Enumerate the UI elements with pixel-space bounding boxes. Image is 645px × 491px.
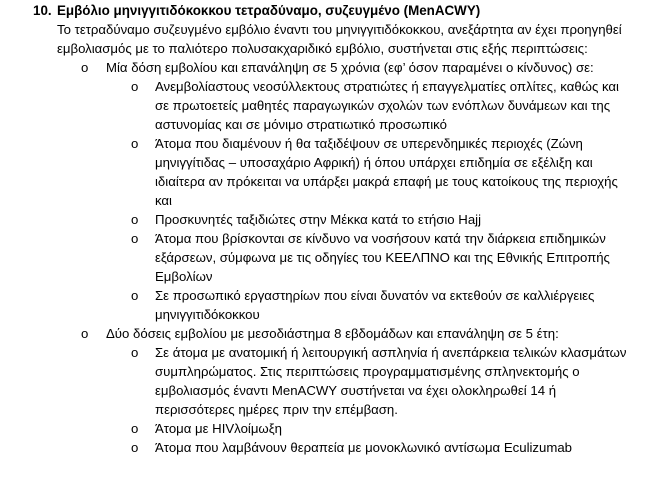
sub-list [106, 77, 635, 324]
circle-bullet-icon: o [131, 212, 139, 227]
circle-bullet-icon: o [131, 288, 139, 303]
section-title: Εμβόλιο μηνιγγιτιδόκοκκου τετραδύναμο, συζευγμένο (MenACWY) [57, 3, 481, 18]
sub-list-item [131, 210, 635, 229]
sub-list-item [131, 286, 635, 324]
circle-bullet-icon: o [131, 79, 139, 94]
circle-bullet-icon: o [131, 231, 139, 246]
sub-list-item [131, 419, 635, 438]
sub-list [106, 343, 635, 457]
sub-list-item [131, 438, 635, 457]
list-item-two-doses [0, 324, 635, 457]
circle-bullet-icon: o [81, 326, 89, 341]
sub-list-item [131, 343, 635, 419]
recommendation-list [0, 58, 645, 457]
sub-list-item-text: Σε προσωπικό εργαστηρίων που είναι δυνατόν να εκτεθούν σε καλλιέργειες μηνιγγιτιδόκοκκου [155, 288, 595, 322]
sub-list-item-text: Άτομα που λαμβάνουν θεραπεία με μονοκλωνικό αντίσωμα Eculizumab [155, 440, 573, 455]
sub-list-item-text: Άτομα που διαμένουν ή θα ταξιδέψουν σε υπερενδημικές περιοχές (Ζώνη μηνιγγίτιδας – υποσαχάριο Αφρική) ή όπου υπάρχει επιδημία σε εξέλιξη και ιδιαίτερα αν πρόκειται να υπάρξει μακρά επαφή με τους κατοίκους της περιοχής και [155, 136, 618, 208]
sub-list-item-text: Ανεμβολίαστους νεοσύλλεκτους στρατιώτες ή επαγγελματίες οπλίτες, καθώς και σε πρωτοετείς μαθητές παραγωγικών σχολών των ενόπλων δυνάμεων και της αστυνομίας και σε μόνιμο στρατιωτικό προσωπικό [155, 79, 619, 132]
circle-bullet-icon: o [131, 345, 139, 360]
circle-bullet-icon: o [131, 136, 139, 151]
circle-bullet-icon: o [131, 440, 139, 455]
sub-list-item [131, 77, 635, 134]
sub-list-item-text: Προσκυνητές ταξιδιώτες στην Μέκκα κατά το ετήσιο Hajj [155, 212, 482, 227]
sub-list-item-text: Άτομα που βρίσκονται σε κίνδυνο να νοσήσουν κατά την διάρκεια επιδημικών εξάρσεων, σύμφωνα με τις οδηγίες του ΚΕΕΛΠΝΟ και της Εθνικής Επιτροπής Εμβολίων [155, 231, 610, 284]
circle-bullet-icon: o [81, 60, 89, 75]
intro-paragraph: Το τετραδύναμο συζευγμένο εμβόλιο έναντι του μηνιγγιτιδόκοκκου, ανεξάρτητα αν έχει προηγηθεί εμβολιασμός με το παλιότερο πολυσακχαριδικό εμβόλιο, συστήνεται στις εξής περιπτώσεις: [57, 22, 622, 56]
list-item-text: Δύο δόσεις εμβολίου με μεσοδιάστημα 8 εβδομάδων και επανάληψη σε 5 έτη: [106, 326, 559, 341]
sub-list-item [131, 229, 635, 286]
circle-bullet-icon: o [131, 421, 139, 436]
list-item-single-dose [0, 58, 635, 324]
sub-list-item [131, 134, 635, 210]
sub-list-item-text: Άτομα με HIVλοίμωξη [155, 421, 282, 436]
section-heading [0, 1, 645, 20]
section-number: 10. [33, 3, 52, 18]
list-item-text: Μία δόση εμβολίου και επανάληψη σε 5 χρόνια (εφ’ όσον παραμένει ο κίνδυνος) σε: [106, 60, 594, 75]
sub-list-item-text: Σε άτομα με ανατομική ή λειτουργική ασπληνία ή ανεπάρκεια τελικών κλασμάτων συμπληρώματος. Στις περιπτώσεις προγραμματισμένης σπληνεκτομής ο εμβολιασμός έναντι MenACWY συστήνεται να έχει ολοκληρωθεί 14 ή περισσότερες ημέρες πριν την επέμβαση. [155, 345, 627, 417]
